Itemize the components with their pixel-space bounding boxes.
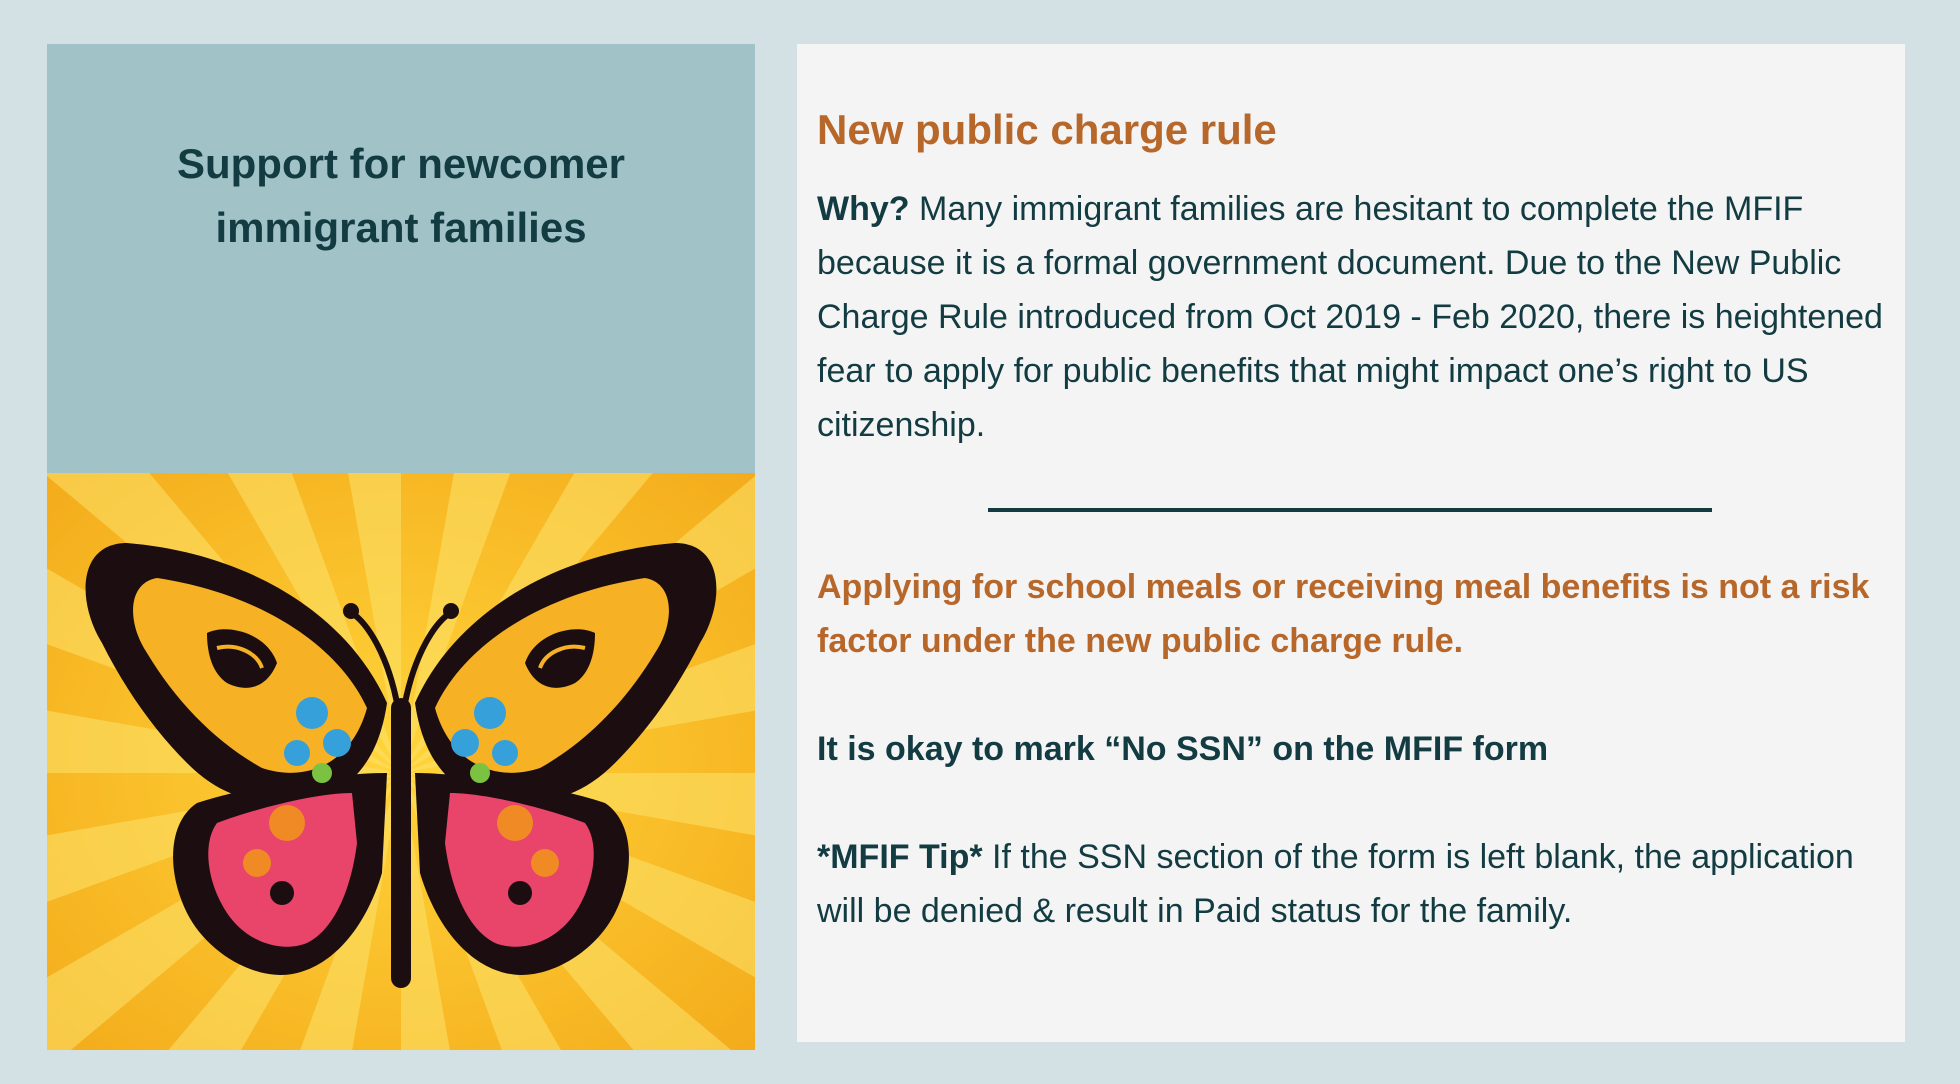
left-header — [47, 44, 755, 473]
left-title-line1: Support for newcomer — [176, 140, 626, 187]
tip-label: *MFIF Tip* — [817, 838, 983, 876]
butterfly-body — [391, 698, 411, 988]
meals-note: Applying for school meals or receiving meal benefits is not a risk factor under the new public charge rule. — [817, 568, 1870, 660]
left-title-line2: immigrant families — [215, 204, 587, 251]
why-paragraph — [817, 182, 1887, 452]
left-title — [47, 132, 755, 260]
tip-paragraph — [817, 830, 1887, 938]
butterfly-artwork — [47, 473, 755, 1050]
why-label: Why? — [817, 190, 910, 228]
ssn-note: It is okay to mark “No SSN” on the MFIF form — [817, 730, 1549, 768]
section-title: New public charge rule — [817, 106, 1277, 153]
right-panel — [797, 44, 1905, 1042]
divider-line — [988, 508, 1712, 512]
why-text: Many immigrant families are hesitant to complete the MFIF because it is a formal government document. Due to the New Public Charge Rule introduced from Oct 2019 - Feb 2020, there is heightened fear to apply for public benefits that might impact one’s right to US citizenship. — [817, 190, 1883, 444]
tip-text: If the SSN section of the form is left blank, the application will be denied & result in Paid status for the family. — [817, 838, 1854, 930]
left-panel — [47, 44, 755, 1050]
